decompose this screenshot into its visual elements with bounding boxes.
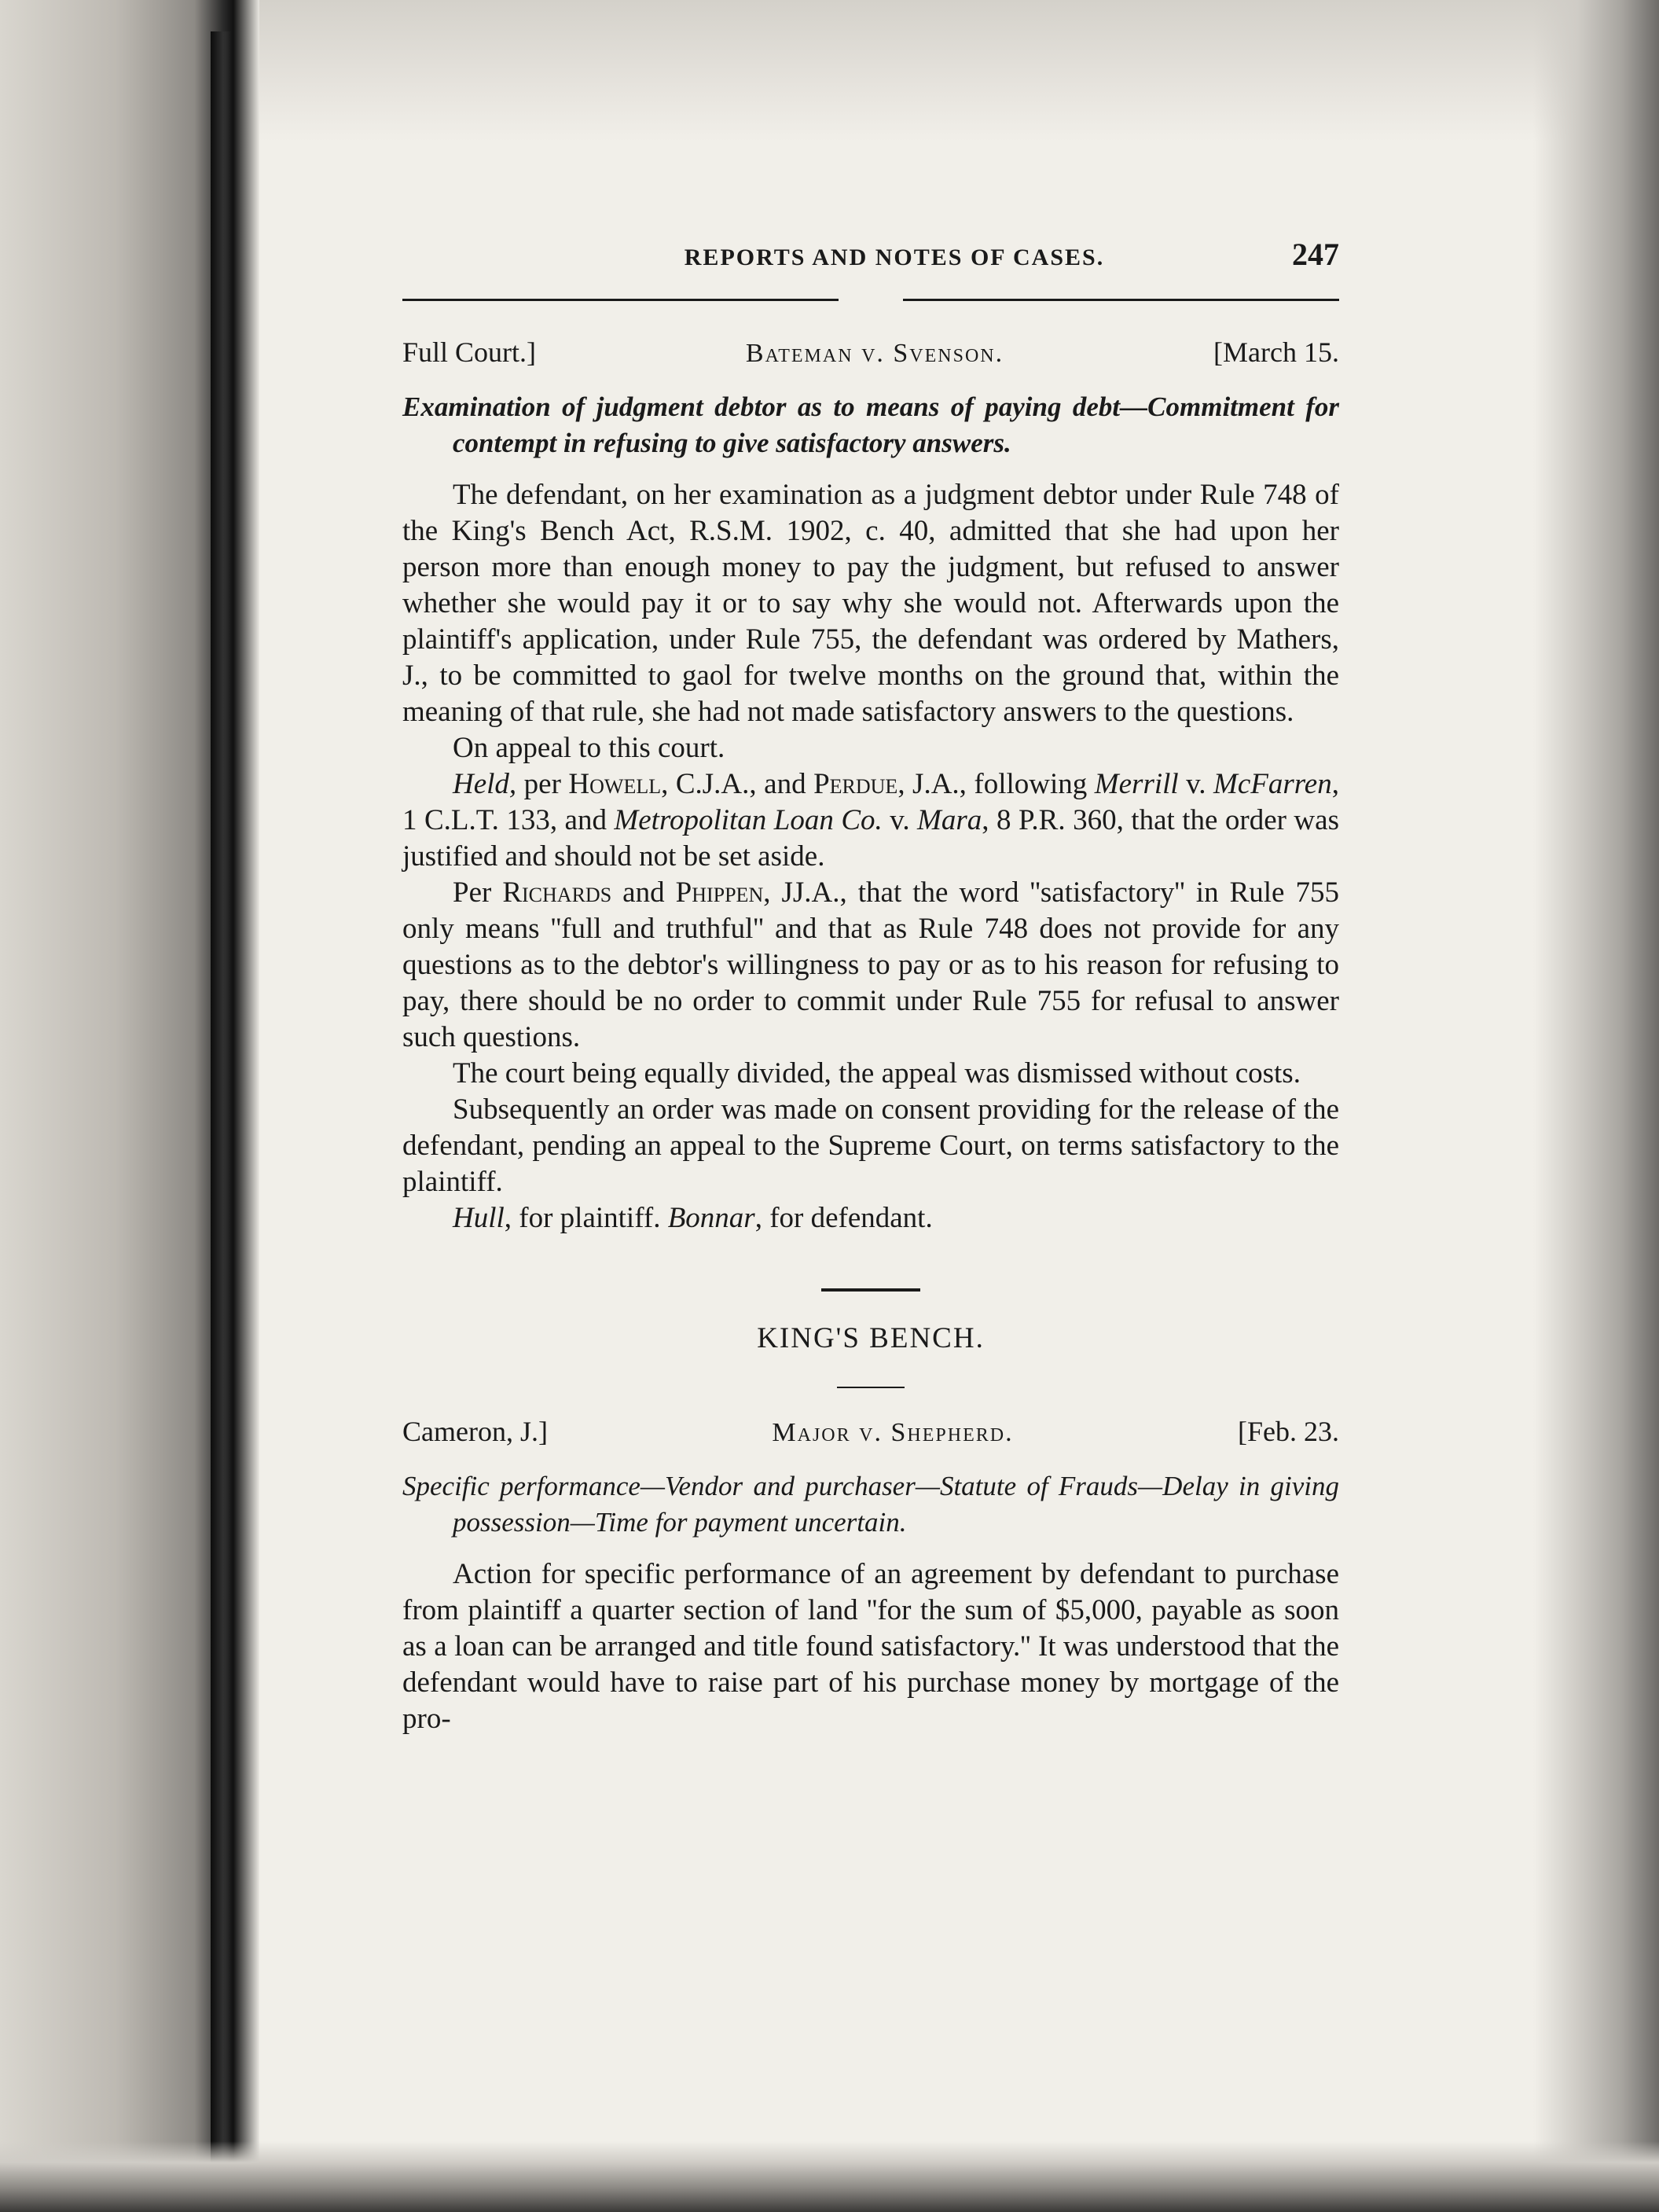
header-rule bbox=[402, 299, 1339, 301]
section-divider bbox=[821, 1288, 920, 1292]
case-headnote: Specific performance—Vendor and purchaser—Statute of Frauds—Delay in giving possession—Time for payment uncertain. bbox=[402, 1471, 1339, 1538]
dissent-paragraph: Per Richards and Phippen, JJ.A., that the word ''satisfactory'' in Rule 755 only means ''full and truthful'' and that as Rule 748 does not provide for any questions as to the debtor's willingness to pay or as to his reason for refusing to pay, there should be no order to commit under Rule 755 for refusal to answer such questions. bbox=[402, 876, 1339, 1053]
paragraph: The defendant, on her examination as a judgment debtor under Rule 748 of the King's Bench Act, R.S.M. 1902, c. 40, admitted that she had upon her person more than enough money to pay the judgment, but refused to answer whether she would pay it or to say why she would not. Afterwards upon the plaintiff's application, under Rule 755, the defendant was ordered by Mathers, J., to be committed to gaol for twelve months on the ground that, within the meaning of that rule, she had not made satisfactory answers to the questions. bbox=[402, 479, 1339, 728]
case-date: [March 15. bbox=[1213, 336, 1339, 368]
case-style: Major v. Shepherd. bbox=[772, 1418, 1014, 1447]
case-date: [Feb. 23. bbox=[1238, 1416, 1339, 1447]
scan-bottom-edge bbox=[0, 2141, 1659, 2212]
case-style: Bateman v. Svenson. bbox=[745, 339, 1004, 368]
case-court: Full Court.] bbox=[402, 336, 537, 368]
paragraph: On appeal to this court. bbox=[453, 732, 725, 764]
case-headnote: Examination of judgment debtor as to means of paying debt—Commitment for contempt in refusing to give satisfactory answers. bbox=[402, 391, 1339, 458]
paragraph: Subsequently an order was made on consent providing for the release of the defendant, pending an appeal to the Supreme Court, on terms satisfactory to the plaintiff. bbox=[402, 1093, 1339, 1198]
case-heading bbox=[402, 336, 1339, 369]
page-number: 247 bbox=[1292, 237, 1339, 272]
paragraph: Action for specific performance of an agreement by defendant to purchase from plaintiff a quarter section of land ''for the sum of $5,000, payable as soon as a loan can be arranged and title found satisfactory.'' It was understood that the defendant would have to raise part of his purchase money by mortgage of the pro- bbox=[402, 1558, 1339, 1735]
binding-shadow bbox=[211, 31, 231, 2185]
running-title: REPORTS AND NOTES OF CASES. bbox=[684, 244, 1105, 270]
document-page bbox=[402, 236, 1339, 1737]
held-paragraph: Held, per Howell, C.J.A., and Perdue, J.A., following Merrill v. McFarren, 1 C.L.T. 133, and Metropolitan Loan Co. v. Mara, 8 P.R. 360, that the order was justified and should not be set aside. bbox=[402, 768, 1339, 873]
scan-right-edge bbox=[1533, 0, 1659, 2212]
case-court: Cameron, J.] bbox=[402, 1416, 548, 1447]
case-heading bbox=[402, 1415, 1339, 1448]
section-title: KING'S BENCH. bbox=[757, 1322, 985, 1354]
running-header bbox=[402, 236, 1339, 294]
paragraph: The court being equally divided, the appeal was dismissed without costs. bbox=[453, 1057, 1301, 1089]
counsel-line: Hull, for plaintiff. Bonnar, for defendant. bbox=[453, 1202, 933, 1234]
section-divider-small bbox=[837, 1387, 905, 1388]
